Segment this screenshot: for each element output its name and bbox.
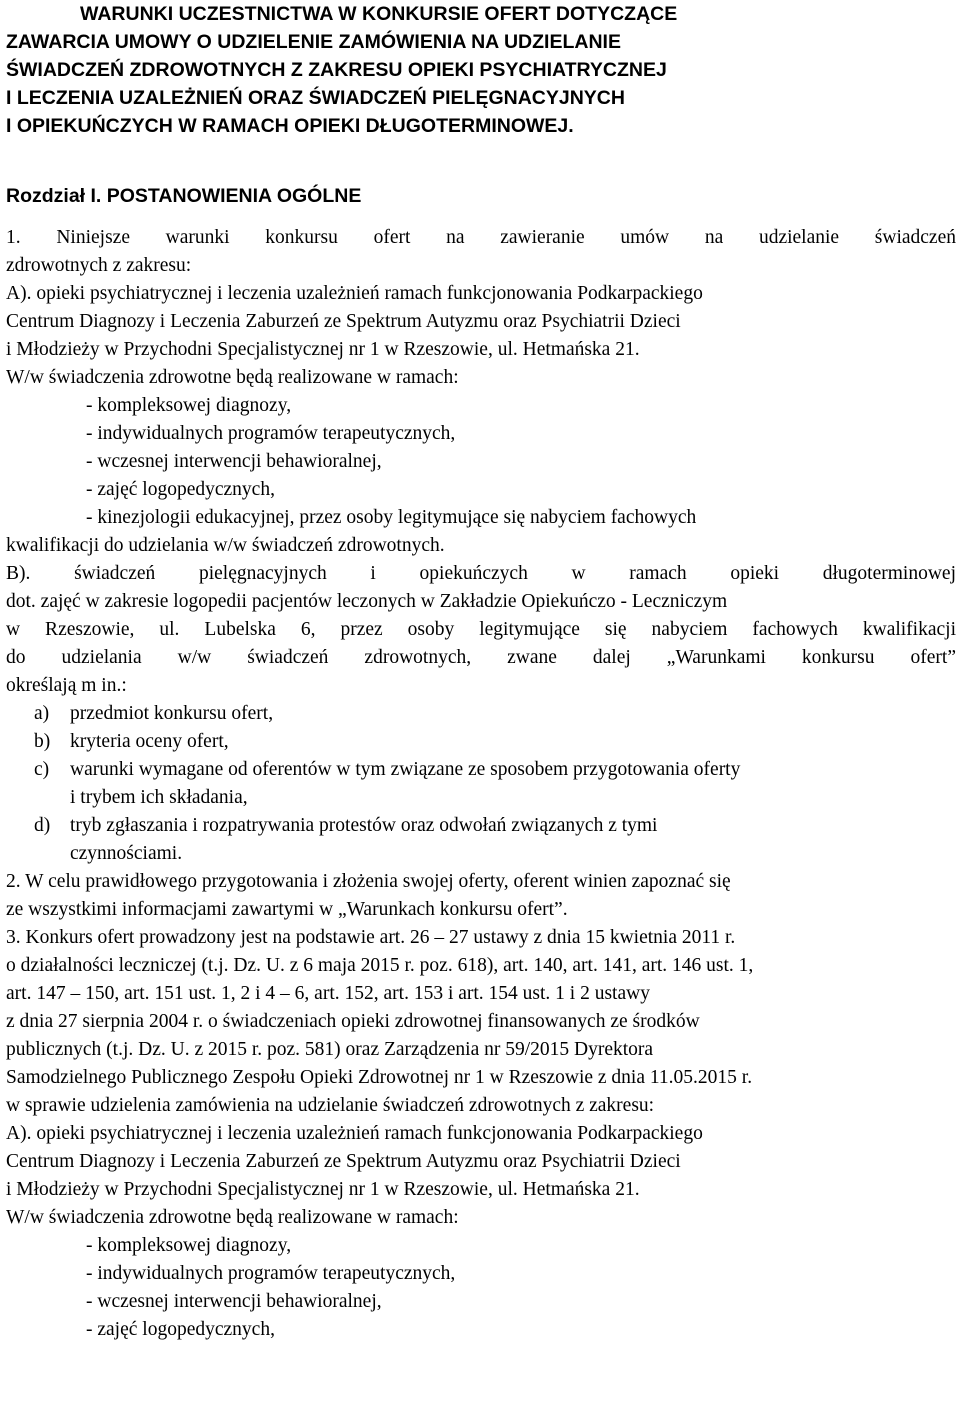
document-title [6, 0, 956, 140]
list-text: przedmiot konkursu ofert, [70, 703, 274, 724]
paragraph-1 [6, 224, 956, 280]
section-a-second [6, 1120, 956, 1344]
list-item: - wczesnej interwencji behawioralnej, [86, 1291, 382, 1312]
list-item: - kinezjologii edukacyjnej, przez osoby legitymujące się nabyciem fachowych [86, 507, 697, 528]
paragraph-line: art. 147 – 150, art. 151 ust. 1, 2 i 4 – 6, art. 152, art. 153 i art. 154 ust. 1 i 2 ustawy [6, 983, 650, 1004]
list-item: - kompleksowej diagnozy, [86, 395, 292, 416]
section-line: A). opieki psychiatrycznej i leczenia uzależnień ramach funkcjonowania Podkarpackiego [6, 283, 703, 304]
title-line: ŚWIADCZEŃ ZDROWOTNYCH Z ZAKRESU OPIEKI PSYCHIATRYCZNEJ [6, 59, 667, 81]
paragraph-line: 3. Konkurs ofert prowadzony jest na podstawie art. 26 – 27 ustawy z dnia 15 kwietnia 2011 r. [6, 927, 736, 948]
list-item: - zajęć logopedycznych, [86, 1319, 275, 1340]
list-item: - wczesnej interwencji behawioralnej, [86, 451, 382, 472]
section-line: dot. zajęć w zakresie logopedii pacjentów leczonych w Zakładzie Opiekuńczo - Leczniczym [6, 591, 728, 612]
list-item: - indywidualnych programów terapeutycznych, [86, 423, 456, 444]
paragraph-line: ze wszystkimi informacjami zawartymi w „Warunkach konkursu ofert”. [6, 899, 568, 920]
paragraph-line: publicznych (t.j. Dz. U. z 2015 r. poz. 581) oraz Zarządzenia nr 59/2015 Dyrektora [6, 1039, 654, 1060]
list-label: c) [34, 759, 50, 780]
paragraph-3 [6, 924, 956, 1120]
list-label: a) [34, 703, 50, 724]
section-line: do udzielania w/w świadczeń zdrowotnych, zwane dalej „Warunkami konkursu ofert” [6, 647, 956, 668]
list-item [6, 700, 956, 728]
section-line: w Rzeszowie, ul. Lubelska 6, przez osoby legitymujące się nabyciem fachowych kwalifikacji [6, 619, 956, 640]
section-b [6, 560, 956, 700]
list-text: warunki wymagane od oferentów w tym związane ze sposobem przygotowania oferty [70, 759, 741, 780]
paragraph-line: zdrowotnych z zakresu: [6, 255, 192, 276]
paragraph-2 [6, 868, 956, 924]
document-page [6, 0, 956, 1344]
title-line: I OPIEKUŃCZYCH W RAMACH OPIEKI DŁUGOTERMINOWEJ. [6, 115, 574, 137]
list-continuation: i trybem ich składania, [70, 787, 248, 808]
list-item: - indywidualnych programów terapeutycznych, [86, 1263, 456, 1284]
list-continuation: czynnościami. [70, 843, 183, 864]
list-label: b) [34, 731, 51, 752]
section-line: Centrum Diagnozy i Leczenia Zaburzeń ze Spektrum Autyzmu oraz Psychiatrii Dzieci [6, 1151, 681, 1172]
list-label: d) [34, 815, 51, 836]
paragraph-line: o działalności leczniczej (t.j. Dz. U. z 6 maja 2015 r. poz. 618), art. 140, art. 141, art. 146 ust. 1, [6, 955, 754, 976]
list-item [6, 812, 956, 840]
list-item [6, 728, 956, 756]
section-line: określają m in.: [6, 675, 127, 696]
section-line: Centrum Diagnozy i Leczenia Zaburzeń ze Spektrum Autyzmu oraz Psychiatrii Dzieci [6, 311, 681, 332]
list-item: - kompleksowej diagnozy, [86, 1235, 292, 1256]
section-line: W/w świadczenia zdrowotne będą realizowane w ramach: [6, 367, 459, 388]
section-line: A). opieki psychiatrycznej i leczenia uzależnień ramach funkcjonowania Podkarpackiego [6, 1123, 703, 1144]
section-a-first [6, 280, 956, 560]
title-line: ZAWARCIA UMOWY O UDZIELENIE ZAMÓWIENIA NA UDZIELANIE [6, 31, 621, 53]
paragraph-line: 2. W celu prawidłowego przygotowania i złożenia swojej oferty, oferent winien zapoznać się [6, 871, 731, 892]
list-abcd [6, 700, 956, 868]
title-line: I LECZENIA UZALEŻNIEŃ ORAZ ŚWIADCZEŃ PIELĘGNACYJNYCH [6, 87, 625, 109]
list-text: tryb zgłaszania i rozpatrywania protestów oraz odwołań związanych z tymi [70, 815, 658, 836]
paragraph-line: Samodzielnego Publicznego Zespołu Opieki Zdrowotnej nr 1 w Rzeszowie z dnia 11.05.2015 r. [6, 1067, 753, 1088]
title-line: WARUNKI UCZESTNICTWA W KONKURSIE OFERT DOTYCZĄCE [80, 3, 678, 25]
paragraph-line: 1. Niniejsze warunki konkursu ofert na zawieranie umów na udzielanie świadczeń [6, 227, 956, 248]
paragraph-line: w sprawie udzielenia zamówienia na udzielanie świadczeń zdrowotnych z zakresu: [6, 1095, 655, 1116]
list-text: kryteria oceny ofert, [70, 731, 229, 752]
section-line: W/w świadczenia zdrowotne będą realizowane w ramach: [6, 1207, 459, 1228]
list-item: - zajęć logopedycznych, [86, 479, 275, 500]
paragraph-line: z dnia 27 sierpnia 2004 r. o świadczeniach opieki zdrowotnej finansowanych ze środków [6, 1011, 700, 1032]
section-line: kwalifikacji do udzielania w/w świadczeń zdrowotnych. [6, 535, 445, 556]
section-line: i Młodzieży w Przychodni Specjalistycznej nr 1 w Rzeszowie, ul. Hetmańska 21. [6, 339, 640, 360]
chapter-heading: Rozdział I. POSTANOWIENIA OGÓLNE [6, 185, 362, 207]
section-line: B). świadczeń pielęgnacyjnych i opiekuńczych w ramach opieki długoterminowej [6, 563, 956, 584]
list-item [6, 756, 956, 784]
section-line: i Młodzieży w Przychodni Specjalistycznej nr 1 w Rzeszowie, ul. Hetmańska 21. [6, 1179, 640, 1200]
